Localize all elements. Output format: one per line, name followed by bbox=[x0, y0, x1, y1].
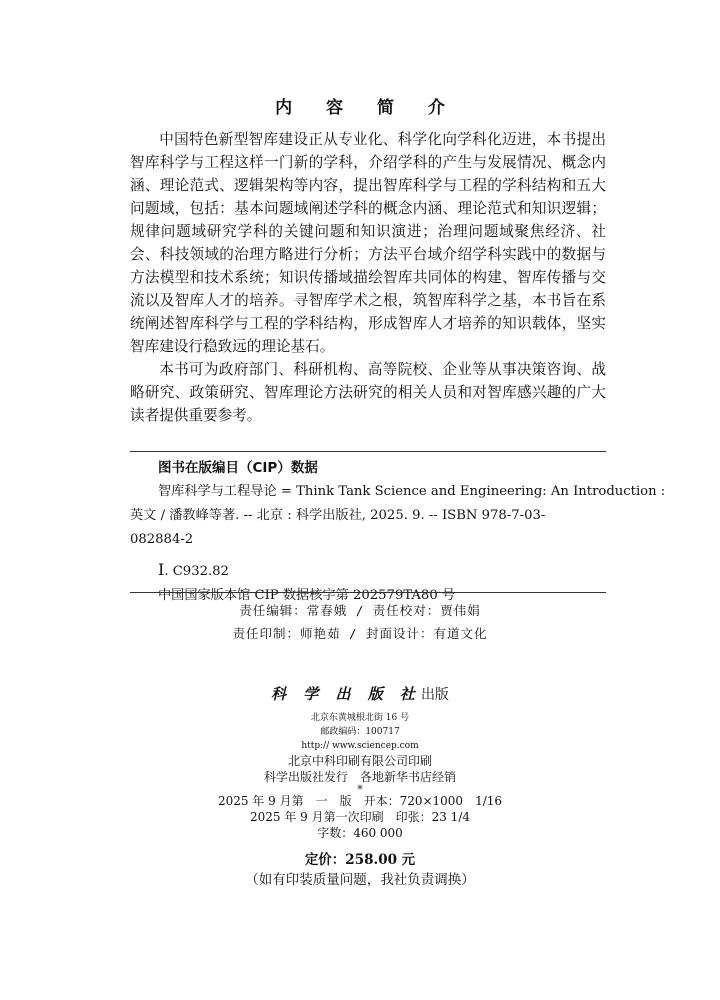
cip-bottom-rule bbox=[130, 592, 606, 593]
cip-class-number: . C932.82 bbox=[164, 564, 229, 579]
imprint-block bbox=[0, 793, 720, 841]
cip-top-rule bbox=[130, 451, 606, 452]
returns-notice: （如有印装质量问题，我社负责调换） bbox=[245, 872, 475, 888]
cip-data-block bbox=[130, 480, 666, 608]
cip-line-2: 英文 / 潘教峰等著. -- 北京 : 科学出版社, 2025. 9. -- ISBN 978-7-03- bbox=[130, 508, 546, 523]
price: 定价：258.00 元 bbox=[304, 852, 416, 868]
publisher-name-line bbox=[0, 683, 720, 704]
edition-info: 2025 年 9 月第 一 版 开本：720×1000 1/16 bbox=[217, 794, 503, 808]
publisher-postcode: 邮政编码：100717 bbox=[320, 727, 400, 737]
cip-line-3: 082884-2 bbox=[130, 532, 194, 547]
abstract-paragraph-1: 中国特色新型智库建设正从专业化、科学化向学科化迈进，本书提出智库科学与工程这样一门新的学科，介绍学科的产生与发展情况、概念内涵、理论范式、逻辑架构等内容，提出智库科学与工程的学科结构和五大问题域，包括：基本问题域阐述学科的概念内涵、理论范式和知识逻辑；规律问题域研究学科的关键问题和知识演进；治理问题域聚焦经济、社会、科技领域的治理方略进行分析；方法平台域介绍学科实践中的数据与方法模型和技术系统；知识传播域描绘智库共同体的构建、智库传播与交流以及智库人才的培养。寻智库学术之根，筑智库科学之基，本书旨在系统阐述智库科学与工程的学科结构，形成智库人才培养的知识载体，坚实智库建设行稳致远的理论基石。 bbox=[130, 131, 606, 355]
abstract bbox=[130, 128, 606, 427]
credits-production: 责任印制：师艳茹 / 封面设计：有道文化 bbox=[232, 626, 488, 641]
cip-class-roman: Ⅰ bbox=[158, 560, 165, 579]
page-title: 内 容 简 介 bbox=[275, 98, 459, 118]
cip-record-number: 中国国家版本馆 CIP 数据核字第 202579TA80 号 bbox=[158, 588, 456, 603]
credits-editors: 责任编辑：常春娥 / 责任校对：贾伟娟 bbox=[239, 603, 481, 618]
publisher-block bbox=[0, 683, 720, 795]
cip-classification bbox=[130, 552, 606, 584]
printer-info: 北京中科印刷有限公司印刷 bbox=[287, 754, 432, 768]
word-count: 字数：460 000 bbox=[317, 826, 403, 840]
cip-heading: 图书在版编目（CIP）数据 bbox=[158, 460, 318, 476]
cip-line-1: 智库科学与工程导论 = Think Tank Science and Engineering: An Introduction : bbox=[158, 484, 666, 499]
publisher-website: http:// www.sciencep.com bbox=[301, 741, 419, 751]
publisher-suffix: 出版 bbox=[420, 687, 449, 703]
printing-info: 2025 年 9 月第一次印刷 印张：23 1/4 bbox=[249, 810, 470, 824]
separator-asterisk: * bbox=[357, 783, 363, 796]
publisher-name: 科 学 出 版 社 bbox=[271, 685, 421, 703]
publisher-address: 北京东黄城根北街 16 号 bbox=[310, 713, 410, 723]
abstract-paragraph-2: 本书可为政府部门、科研机构、高等院校、企业等从事决策咨询、战略研究、政策研究、智库理论方法研究的相关人员和对智库感兴趣的广大读者提供重要参考。 bbox=[130, 361, 606, 424]
distribution-info: 科学出版社发行 各地新华书店经销 bbox=[263, 770, 456, 784]
